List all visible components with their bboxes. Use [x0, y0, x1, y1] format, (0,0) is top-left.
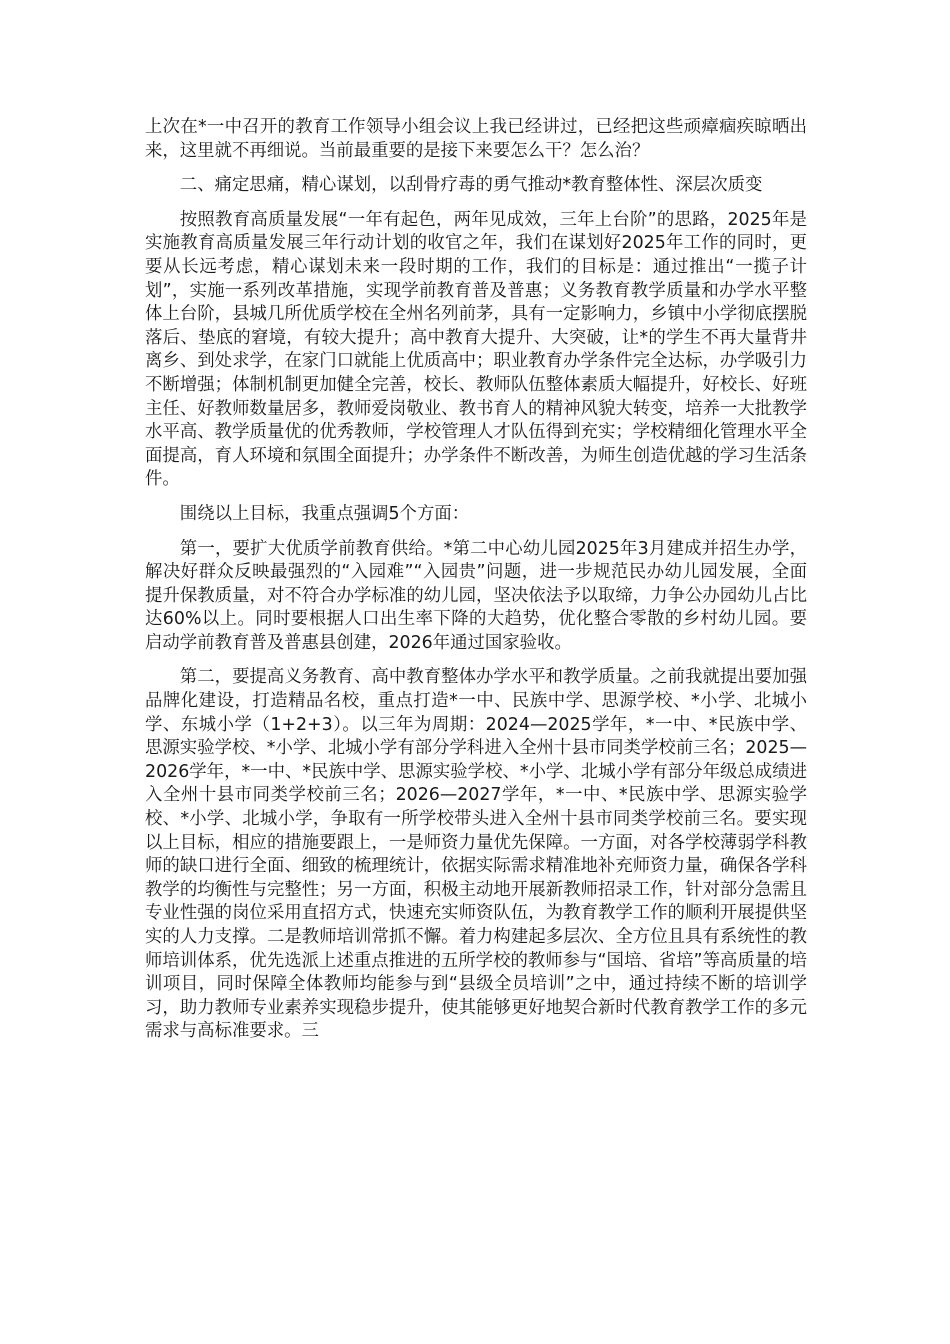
- document-page: [145, 116, 807, 1055]
- section-heading-2: 二、痛定思痛，精心谋划，以刮骨疗毒的勇气推动*教育整体性、深层次质变: [179, 175, 763, 196]
- paragraph-five-aspects: 围绕以上目标，我重点强调5个方面：: [179, 503, 470, 524]
- paragraph-goals: 按照教育高质量发展“一年有起色，两年见成效，三年上台阶”的思路，2025年是实施教育高质量发展三年行动计划的收官之年，我们在谋划好2025年工作的同时，更要从长远考虑，精心谋划未来一段时期的工作，我们的目标是：通过推出“一揽子计划”，实施一系列改革措施，实现学前教育普及普惠；义务教育教学质量和办学水平整体上台阶，县城几所优质学校在全州名列前茅，具有一定影响力，乡镇中小学彻底摆脱落后、垫底的窘境，有较大提升；高中教育大提升、大突破，让*的学生不再大量背井离乡、到处求学，在家门口就能上优质高中；职业教育办学条件完全达标，办学吸引力不断增强；体制机制更加健全完善，校长、教师队伍整体素质大幅提升，好校长、好班主任、好教师数量居多，教师爱岗敬业、教书育人的精神风貌大转变，培养一大批教学水平高、教学质量优的优秀教师，学校管理人才队伍得到充实；学校精细化管理水平全面提高，育人环境和氛围全面提升；办学条件不断改善，为师生创造优越的学习生活条件。: [145, 209, 807, 490]
- paragraph-intro: 上次在*一中召开的教育工作领导小组会议上我已经讲过，已经把这些顽瘴痼疾晾晒出来，这里就不再细说。当前最重要的是接下来要怎么干？怎么治？: [145, 117, 807, 161]
- paragraph-first-preschool: 第一，要扩大优质学前教育供给。*第二中心幼儿园2025年3月建成并招生办学，解决好群众反映最强烈的“入园难”“入园贵”问题，进一步规范民办幼儿园发展，全面提升保教质量，对不符合办学标准的幼儿园，坚决依法予以取缔，力争公办园幼儿占比达60%以上。同时要根据人口出生率下降的大趋势，优化整合零散的乡村幼儿园。要启动学前教育普及普惠县创建，2026年通过国家验收。: [145, 538, 807, 653]
- paragraph-second-compulsory: 第二，要提高义务教育、高中教育整体办学水平和教学质量。之前我就提出要加强品牌化建设，打造精品名校，重点打造*一中、民族中学、思源学校、*小学、北城小学、东城小学（1+2+3）。以三年为周期：2024—2025学年，*一中、*民族中学、思源实验学校、*小学、北城小学有部分学科进入全州十县市同类学校前三名；2025—2026学年，*一中、*民族中学、思源实验学校、*小学、北城小学有部分年级总成绩进入全州十县市同类学校前三名；2026—2027学年，*一中、*民族中学、思源实验学校、*小学、北城小学，争取有一所学校带头进入全州十县市同类学校前三名。要实现以上目标，相应的措施要跟上，一是师资力量优先保障。一方面，对各学校薄弱学科教师的缺口进行全面、细致的梳理统计，依据实际需求精准地补充师资力量，确保各学科教学的均衡性与完整性；另一方面，积极主动地开展新教师招录工作，针对部分急需且专业性强的岗位采用直招方式，快速充实师资队伍，为教育教学工作的顺利开展提供坚实的人力支撑。二是教师培训常抓不懈。着力构建起多层次、全方位且具有系统性的教师培训体系，优先选派上述重点推进的五所学校的教师参与“国培、省培”等高质量的培训项目，同时保障全体教师均能参与到“县级全员培训”之中，通过持续不断的培训学习，助力教师专业素养实现稳步提升，使其能够更好地契合新时代教育教学工作的多元需求与高标准要求。三: [145, 667, 807, 1042]
